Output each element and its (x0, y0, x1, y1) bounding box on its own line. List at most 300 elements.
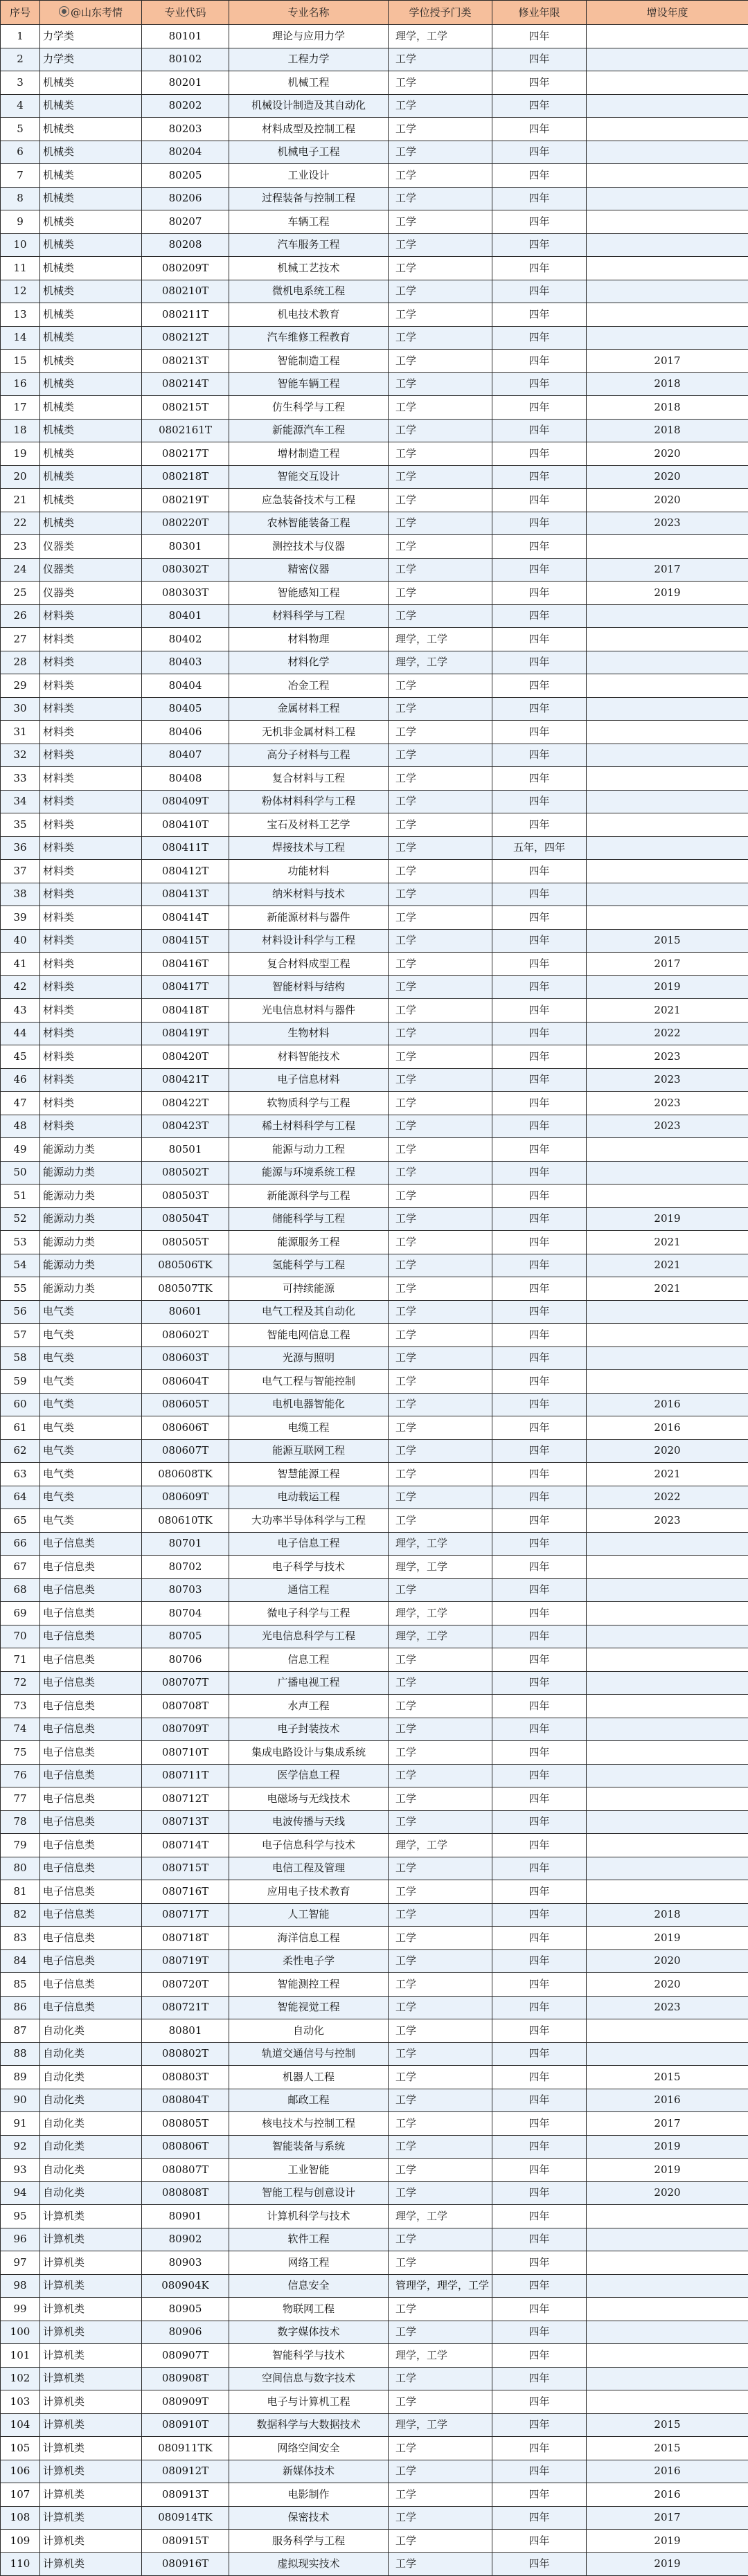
cell-category: 能源动力类 (40, 1231, 142, 1254)
cell-year: 2023 (587, 1115, 748, 1138)
cell-duration: 四年 (492, 744, 587, 767)
cell-duration: 四年 (492, 906, 587, 930)
table-row (1, 396, 748, 420)
cell-duration: 四年 (492, 233, 587, 257)
cell-name: 应急装备技术与工程 (229, 489, 389, 512)
cell-duration: 四年 (492, 1277, 587, 1301)
cell-seq: 1 (1, 25, 40, 48)
table-row (1, 1161, 748, 1185)
cell-code: 080804T (142, 2089, 229, 2112)
cell-duration: 四年 (492, 1718, 587, 1741)
cell-degree: 工学 (389, 582, 492, 605)
cell-year (587, 790, 748, 813)
cell-code: 080423T (142, 1115, 229, 1138)
cell-code: 080913T (142, 2483, 229, 2507)
cell-degree: 工学 (389, 604, 492, 628)
table-row (1, 975, 748, 999)
table-row (1, 2042, 748, 2066)
cell-code: 080715T (142, 1857, 229, 1880)
cell-seq: 75 (1, 1741, 40, 1765)
table-row (1, 2367, 748, 2390)
cell-name: 轨道交通信号与控制 (229, 2042, 389, 2066)
cell-year: 2016 (587, 1393, 748, 1416)
cell-duration: 四年 (492, 1927, 587, 1950)
cell-name: 机械工程 (229, 71, 389, 95)
cell-duration: 四年 (492, 1903, 587, 1927)
cell-code: 080910T (142, 2413, 229, 2437)
cell-seq: 57 (1, 1324, 40, 1347)
header-row (1, 1, 748, 25)
cell-year (587, 1532, 748, 1556)
cell-degree: 工学 (389, 953, 492, 976)
cell-name: 机械电子工程 (229, 141, 389, 164)
cell-year: 2016 (587, 2089, 748, 2112)
cell-duration: 四年 (492, 187, 587, 210)
cell-degree: 工学 (389, 2298, 492, 2321)
cell-category: 材料类 (40, 1022, 142, 1045)
cell-degree: 工学 (389, 2066, 492, 2089)
cell-name: 理论与应用力学 (229, 25, 389, 48)
cell-seq: 51 (1, 1185, 40, 1208)
cell-year: 2021 (587, 1463, 748, 1486)
cell-seq: 54 (1, 1254, 40, 1277)
cell-degree: 工学 (389, 1857, 492, 1880)
cell-name: 电子封装技术 (229, 1718, 389, 1741)
cell-code: 080803T (142, 2066, 229, 2089)
cell-code: 080410T (142, 813, 229, 837)
cell-category: 材料类 (40, 721, 142, 744)
cell-degree: 工学 (389, 396, 492, 420)
cell-code: 080608TK (142, 1463, 229, 1486)
cell-seq: 18 (1, 419, 40, 442)
cell-category: 电子信息类 (40, 1834, 142, 1857)
cell-duration: 四年 (492, 2413, 587, 2437)
cell-seq: 83 (1, 1927, 40, 1950)
cell-name: 通信工程 (229, 1578, 389, 1602)
cell-degree: 工学 (389, 1092, 492, 1115)
cell-category: 机械类 (40, 303, 142, 327)
cell-duration: 四年 (492, 118, 587, 141)
cell-name: 电波传播与天线 (229, 1810, 389, 1834)
cell-code: 080911TK (142, 2437, 229, 2460)
cell-year: 2022 (587, 1486, 748, 1509)
cell-category: 能源动力类 (40, 1254, 142, 1277)
cell-duration: 四年 (492, 2159, 587, 2182)
cell-degree: 工学 (389, 2159, 492, 2182)
cell-category: 计算机类 (40, 2344, 142, 2368)
cell-duration: 四年 (492, 1161, 587, 1185)
cell-name: 材料化学 (229, 651, 389, 674)
cell-seq: 13 (1, 303, 40, 327)
cell-name: 信息工程 (229, 1648, 389, 1672)
table-row (1, 442, 748, 466)
cell-duration: 四年 (492, 465, 587, 489)
cell-duration: 四年 (492, 883, 587, 906)
table-row (1, 1300, 748, 1324)
cell-name: 新能源汽车工程 (229, 419, 389, 442)
cell-code: 080713T (142, 1810, 229, 1834)
cell-seq: 63 (1, 1463, 40, 1486)
cell-year (587, 48, 748, 71)
cell-year (587, 604, 748, 628)
table-row (1, 1346, 748, 1370)
cell-name: 电缆工程 (229, 1416, 389, 1440)
cell-duration: 四年 (492, 1185, 587, 1208)
cell-degree: 工学 (389, 2390, 492, 2414)
cell-seq: 52 (1, 1207, 40, 1231)
cell-year: 2019 (587, 2530, 748, 2553)
cell-duration: 四年 (492, 141, 587, 164)
cell-name: 电子信息材料 (229, 1068, 389, 1092)
table-row (1, 1556, 748, 1579)
cell-year (587, 1138, 748, 1162)
cell-degree: 工学 (389, 2112, 492, 2136)
cell-category: 能源动力类 (40, 1277, 142, 1301)
cell-category: 材料类 (40, 628, 142, 651)
cell-year: 2023 (587, 1092, 748, 1115)
cell-seq: 64 (1, 1486, 40, 1509)
cell-year (587, 1185, 748, 1208)
table-row (1, 1764, 748, 1787)
cell-degree: 工学 (389, 1695, 492, 1718)
cell-duration: 四年 (492, 2552, 587, 2576)
cell-seq: 16 (1, 372, 40, 396)
cell-category: 机械类 (40, 118, 142, 141)
cell-duration: 四年 (492, 1509, 587, 1533)
cell-year (587, 71, 748, 95)
cell-seq: 88 (1, 2042, 40, 2066)
cell-seq: 84 (1, 1949, 40, 1973)
cell-seq: 31 (1, 721, 40, 744)
cell-degree: 工学 (389, 187, 492, 210)
cell-code: 080411T (142, 836, 229, 860)
cell-year: 2018 (587, 396, 748, 420)
cell-category: 自动化类 (40, 2112, 142, 2136)
cell-degree: 工学 (389, 1300, 492, 1324)
cell-degree: 工学 (389, 512, 492, 535)
cell-code: 080914TK (142, 2506, 229, 2530)
table-row (1, 1115, 748, 1138)
cell-name: 广播电视工程 (229, 1671, 389, 1695)
cell-category: 自动化类 (40, 2159, 142, 2182)
cell-code: 80208 (142, 233, 229, 257)
cell-year (587, 1834, 748, 1857)
cell-degree: 工学 (389, 257, 492, 280)
cell-degree: 工学 (389, 1346, 492, 1370)
cell-duration: 四年 (492, 1949, 587, 1973)
cell-code: 080719T (142, 1949, 229, 1973)
cell-degree: 工学 (389, 1022, 492, 1045)
table-row (1, 2205, 748, 2228)
cell-name: 冶金工程 (229, 674, 389, 698)
cell-seq: 53 (1, 1231, 40, 1254)
cell-degree: 工学 (389, 1927, 492, 1950)
cell-seq: 3 (1, 71, 40, 95)
cell-seq: 65 (1, 1509, 40, 1533)
cell-code: 80301 (142, 535, 229, 559)
table-row (1, 2135, 748, 2159)
cell-code: 080908T (142, 2367, 229, 2390)
cell-degree: 工学 (389, 233, 492, 257)
cell-name: 新媒体技术 (229, 2460, 389, 2483)
cell-name: 电动载运工程 (229, 1486, 389, 1509)
table-row (1, 767, 748, 791)
cell-code: 080605T (142, 1393, 229, 1416)
cell-name: 金属材料工程 (229, 697, 389, 721)
cell-year (587, 233, 748, 257)
cell-name: 电影制作 (229, 2483, 389, 2507)
cell-year (587, 303, 748, 327)
cell-seq: 40 (1, 929, 40, 953)
cell-category: 计算机类 (40, 2367, 142, 2390)
cell-name: 微机电系统工程 (229, 280, 389, 303)
cell-code: 80703 (142, 1578, 229, 1602)
cell-degree: 工学 (389, 1973, 492, 1997)
cell-seq: 95 (1, 2205, 40, 2228)
table-row (1, 2019, 748, 2043)
cell-code: 080209T (142, 257, 229, 280)
cell-year (587, 2205, 748, 2228)
cell-category: 电子信息类 (40, 1903, 142, 1927)
cell-name: 智能车辆工程 (229, 372, 389, 396)
table-row (1, 94, 748, 118)
cell-seq: 27 (1, 628, 40, 651)
table-row (1, 1370, 748, 1394)
cell-name: 海洋信息工程 (229, 1927, 389, 1950)
cell-seq: 10 (1, 233, 40, 257)
cell-duration: 四年 (492, 628, 587, 651)
cell-duration: 四年 (492, 1578, 587, 1602)
cell-name: 过程装备与控制工程 (229, 187, 389, 210)
cell-seq: 56 (1, 1300, 40, 1324)
cell-code: 080220T (142, 512, 229, 535)
table-row (1, 1324, 748, 1347)
cell-code: 080503T (142, 1185, 229, 1208)
cell-category: 自动化类 (40, 2135, 142, 2159)
table-row (1, 257, 748, 280)
cell-duration: 四年 (492, 1207, 587, 1231)
cell-code: 80407 (142, 744, 229, 767)
cell-code: 080807T (142, 2159, 229, 2182)
cell-code: 080904K (142, 2274, 229, 2298)
cell-category: 力学类 (40, 48, 142, 71)
cell-degree: 理学，工学 (389, 2344, 492, 2368)
cell-duration: 四年 (492, 1393, 587, 1416)
cell-seq: 43 (1, 999, 40, 1023)
table-row (1, 1718, 748, 1741)
cell-name: 网络工程 (229, 2251, 389, 2275)
cell-category: 材料类 (40, 790, 142, 813)
cell-seq: 66 (1, 1532, 40, 1556)
cell-duration: 四年 (492, 651, 587, 674)
cell-degree: 工学 (389, 48, 492, 71)
table-row (1, 2483, 748, 2507)
cell-code: 080720T (142, 1973, 229, 1997)
cell-year: 2016 (587, 1416, 748, 1440)
cell-code: 80207 (142, 210, 229, 234)
cell-category: 材料类 (40, 1092, 142, 1115)
cell-name: 汽车服务工程 (229, 233, 389, 257)
cell-seq: 93 (1, 2159, 40, 2182)
cell-category: 电子信息类 (40, 1532, 142, 1556)
cell-category: 计算机类 (40, 2437, 142, 2460)
cell-name: 人工智能 (229, 1903, 389, 1927)
cell-year (587, 280, 748, 303)
table-row (1, 512, 748, 535)
cell-duration: 四年 (492, 767, 587, 791)
table-row (1, 2228, 748, 2251)
cell-category: 电子信息类 (40, 1764, 142, 1787)
table-row (1, 813, 748, 837)
cell-category: 电子信息类 (40, 1602, 142, 1625)
cell-code: 080414T (142, 906, 229, 930)
table-row (1, 1578, 748, 1602)
cell-name: 新能源科学与工程 (229, 1185, 389, 1208)
cell-degree: 工学 (389, 2460, 492, 2483)
table-row (1, 187, 748, 210)
cell-seq: 78 (1, 1810, 40, 1834)
cell-degree: 工学 (389, 1231, 492, 1254)
cell-year (587, 118, 748, 141)
table-row (1, 697, 748, 721)
cell-name: 能源与环境系统工程 (229, 1161, 389, 1185)
cell-seq: 46 (1, 1068, 40, 1092)
cell-year: 2018 (587, 372, 748, 396)
cell-category: 机械类 (40, 512, 142, 535)
cell-duration: 四年 (492, 1741, 587, 1765)
cell-code: 080708T (142, 1695, 229, 1718)
cell-seq: 87 (1, 2019, 40, 2043)
table-header (1, 1, 748, 25)
cell-category: 机械类 (40, 350, 142, 373)
cell-degree: 工学 (389, 326, 492, 350)
cell-degree: 工学 (389, 1277, 492, 1301)
cell-code: 080421T (142, 1068, 229, 1092)
cell-seq: 85 (1, 1973, 40, 1997)
cell-code: 80408 (142, 767, 229, 791)
cell-category: 材料类 (40, 836, 142, 860)
table-row (1, 2321, 748, 2344)
cell-duration: 四年 (492, 257, 587, 280)
table-row (1, 906, 748, 930)
cell-name: 机电技术教育 (229, 303, 389, 327)
cell-year: 2017 (587, 350, 748, 373)
cell-category: 电子信息类 (40, 1556, 142, 1579)
cell-category: 机械类 (40, 71, 142, 95)
cell-code: 080912T (142, 2460, 229, 2483)
cell-seq: 58 (1, 1346, 40, 1370)
cell-category: 材料类 (40, 651, 142, 674)
cell-duration: 四年 (492, 1695, 587, 1718)
cell-year (587, 2019, 748, 2043)
cell-category: 能源动力类 (40, 1207, 142, 1231)
cell-duration: 四年 (492, 512, 587, 535)
cell-name: 功能材料 (229, 860, 389, 883)
cell-category: 机械类 (40, 442, 142, 466)
header-code: 专业代码 (142, 1, 229, 25)
cell-year: 2020 (587, 1973, 748, 1997)
cell-degree: 工学 (389, 303, 492, 327)
table-row (1, 210, 748, 234)
table-row (1, 2089, 748, 2112)
cell-year: 2015 (587, 2066, 748, 2089)
cell-category: 电子信息类 (40, 1741, 142, 1765)
cell-seq: 41 (1, 953, 40, 976)
table-row (1, 883, 748, 906)
cell-seq: 109 (1, 2530, 40, 2553)
cell-degree: 工学 (389, 210, 492, 234)
cell-name: 机械设计制造及其自动化 (229, 94, 389, 118)
cell-seq: 97 (1, 2251, 40, 2275)
cell-degree: 工学 (389, 164, 492, 188)
cell-degree: 工学 (389, 1509, 492, 1533)
cell-code: 080219T (142, 489, 229, 512)
header-category (40, 1, 142, 25)
cell-category: 材料类 (40, 744, 142, 767)
cell-code: 80203 (142, 118, 229, 141)
cell-seq: 2 (1, 48, 40, 71)
cell-code: 080504T (142, 1207, 229, 1231)
cell-duration: 四年 (492, 489, 587, 512)
cell-category: 计算机类 (40, 2298, 142, 2321)
cell-duration: 四年 (492, 1439, 587, 1463)
cell-year: 2021 (587, 1254, 748, 1277)
cell-code: 80205 (142, 164, 229, 188)
cell-name: 物联网工程 (229, 2298, 389, 2321)
cell-duration: 五年，四年 (492, 836, 587, 860)
cell-year (587, 628, 748, 651)
cell-degree: 工学 (389, 94, 492, 118)
cell-duration: 四年 (492, 1556, 587, 1579)
cell-name: 光电信息科学与工程 (229, 1625, 389, 1648)
cell-seq: 23 (1, 535, 40, 559)
cell-category: 机械类 (40, 280, 142, 303)
header-name: 专业名称 (229, 1, 389, 25)
cell-category: 机械类 (40, 257, 142, 280)
cell-name: 自动化 (229, 2019, 389, 2043)
cell-year (587, 860, 748, 883)
cell-seq: 4 (1, 94, 40, 118)
cell-duration: 四年 (492, 1625, 587, 1648)
table-row (1, 953, 748, 976)
cell-duration: 四年 (492, 1486, 587, 1509)
cell-name: 新能源材料与器件 (229, 906, 389, 930)
cell-category: 电子信息类 (40, 1927, 142, 1950)
cell-degree: 工学 (389, 465, 492, 489)
cell-code: 80801 (142, 2019, 229, 2043)
cell-name: 储能科学与工程 (229, 1207, 389, 1231)
cell-seq: 42 (1, 975, 40, 999)
cell-category: 机械类 (40, 396, 142, 420)
cell-degree: 工学 (389, 1880, 492, 1904)
cell-category: 机械类 (40, 326, 142, 350)
cell-duration: 四年 (492, 604, 587, 628)
cell-code: 80401 (142, 604, 229, 628)
cell-duration: 四年 (492, 1138, 587, 1162)
cell-category: 能源动力类 (40, 1138, 142, 1162)
cell-code: 080603T (142, 1346, 229, 1370)
table-row (1, 2112, 748, 2136)
cell-name: 虚拟现实技术 (229, 2552, 389, 2576)
cell-year (587, 1602, 748, 1625)
cell-name: 材料设计科学与工程 (229, 929, 389, 953)
cell-degree: 工学 (389, 1903, 492, 1927)
cell-seq: 30 (1, 697, 40, 721)
cell-seq: 104 (1, 2413, 40, 2437)
cell-category: 计算机类 (40, 2483, 142, 2507)
cell-duration: 四年 (492, 94, 587, 118)
cell-name: 电子与计算机工程 (229, 2390, 389, 2414)
